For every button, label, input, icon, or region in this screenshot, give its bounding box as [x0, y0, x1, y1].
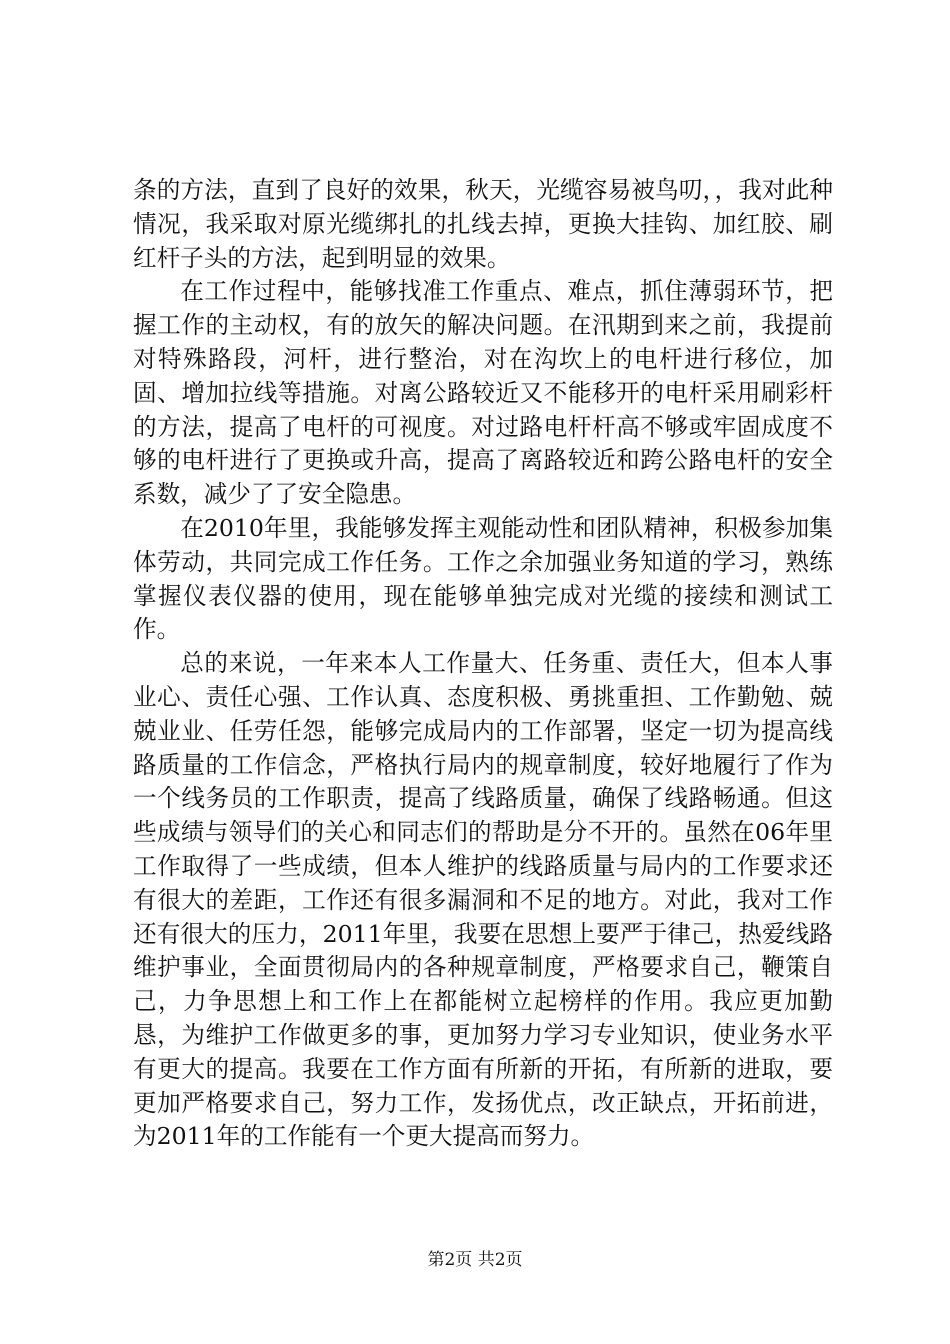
- page-number-footer: 第2页 共2页: [427, 1250, 523, 1270]
- paragraph-3: 在2010年里，我能够发挥主观能动性和团队精神，积极参加集体劳动，共同完成工作任务。工作之余加强业务知道的学习，熟练掌握仪表仪器的使用，现在能够单独完成对光缆的接续和测试工作。: [133, 513, 833, 644]
- paragraph-4: 总的来说，一年来本人工作量大、任务重、责任大，但本人事业心、责任心强、工作认真、态度积极、勇挑重担、工作勤勉、兢兢业业、任劳任怨，能够完成局内的工作部署，坚定一切为提高线路质量的工作信念，严格执行局内的规章制度，较好地履行了作为一个线务员的工作职责，提高了线路质量，确保了线路畅通。但这些成绩与领导们的关心和同志们的帮助是分不开的。虽然在06年里工作取得了一些成绩，但本人维护的线路质量与局内的工作要求还有很大的差距，工作还有很多漏洞和不足的地方。对此，我对工作还有很大的压力，2011年里，我要在思想上要严于律己，热爱线路维护事业，全面贯彻局内的各种规章制度，严格要求自己，鞭策自己，力争思想上和工作上在都能树立起榜样的作用。我应更加勤恳，为维护工作做更多的事，更加努力学习专业知识，使业务水平有更大的提高。我要在工作方面有所新的开拓，有所新的进取，要更加严格要求自己，努力工作，发扬优点，改正缺点，开拓前进，为2011年的工作能有一个更大提高而努力。: [133, 649, 833, 1151]
- document-body: [133, 174, 833, 1154]
- paragraph-1: 条的方法，直到了良好的效果，秋天，光缆容易被鸟叨，，我对此种情况，我采取对原光缆绑扎的扎线去掉，更换大挂钩、加红胶、刷红杆子头的方法，起到明显的效果。: [133, 176, 833, 272]
- paragraph-2: 在工作过程中，能够找准工作重点、难点，抓住薄弱环节，把握工作的主动权，有的放矢的解决问题。在汛期到来之前，我提前对特殊路段，河杆，进行整治，对在沟坎上的电杆进行移位，加固、增加拉线等措施。对离公路较近又不能移开的电杆采用刷彩杆的方法，提高了电杆的可视度。对过路电杆杆高不够或牢固成度不够的电杆进行了更换或升高，提高了离路较近和跨公路电杆的安全系数，减少了了安全隐患。: [133, 277, 833, 509]
